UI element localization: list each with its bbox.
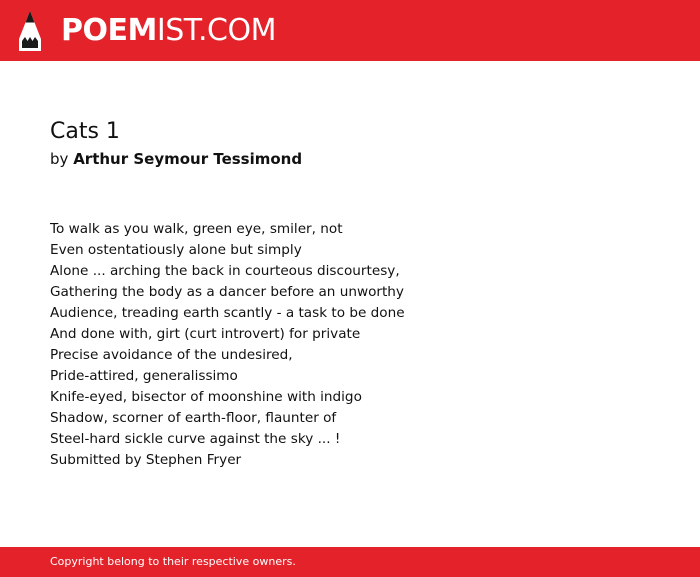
poem-line: Precise avoidance of the undesired,: [50, 347, 293, 363]
poem-title: Cats 1: [50, 119, 120, 144]
poem-line: Audience, treading earth scantly - a task to be done: [50, 305, 405, 321]
poem-line: Steel-hard sickle curve against the sky ... !: [50, 431, 341, 447]
logo-text-light: IST.COM: [156, 13, 276, 48]
byline: [50, 149, 302, 169]
poem-body: [50, 219, 650, 471]
poem-line: Knife-eyed, bisector of moonshine with indigo: [50, 389, 362, 405]
site-footer: [0, 547, 700, 577]
poem-submitted-by: Submitted by Stephen Fryer: [50, 452, 242, 468]
author-name: Arthur Seymour Tessimond: [73, 150, 303, 168]
poem-line: Shadow, scorner of earth-floor, flaunter of: [50, 410, 337, 426]
poem-line: And done with, girt (curt introvert) for private: [50, 326, 361, 342]
logo-text-bold: POEM: [61, 13, 157, 48]
copyright-text: Copyright belong to their respective owners.: [50, 555, 296, 568]
poem-line: Gathering the body as a dancer before an unworthy: [50, 284, 404, 300]
site-logo[interactable]: [61, 11, 276, 51]
poem-line: To walk as you walk, green eye, smiler, not: [50, 221, 343, 237]
poem-line: Even ostentatiously alone but simply: [50, 242, 302, 258]
pencil-tip-icon: [17, 9, 43, 53]
by-label: by: [50, 150, 69, 168]
site-header: [0, 0, 700, 61]
poem-line: Pride-attired, generalissimo: [50, 368, 238, 384]
poem-line: Alone ... arching the back in courteous discourtesy,: [50, 263, 400, 279]
